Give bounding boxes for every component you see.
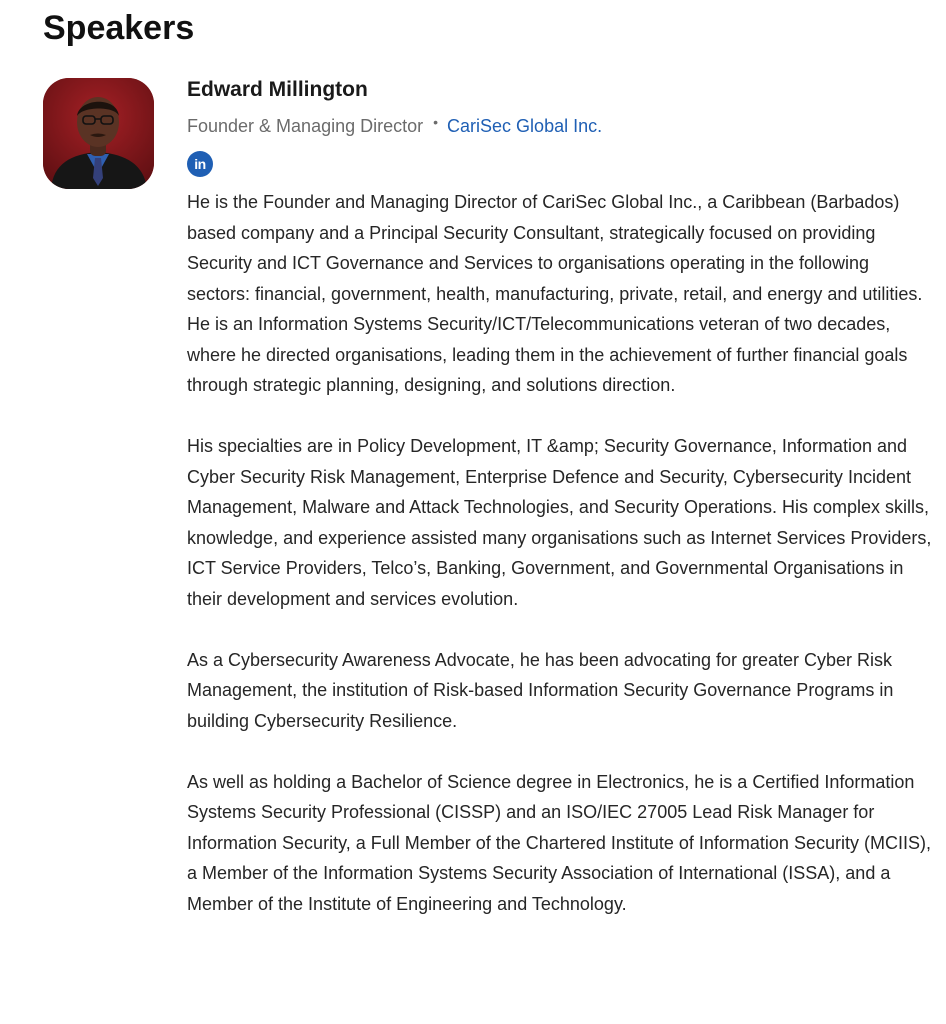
linkedin-label: in (194, 156, 206, 172)
bio-paragraph: He is the Founder and Managing Director of CariSec Global Inc., a Caribbean (Barbados) based company and a Principal Security Consultant, strategically focused on providing Security and ICT Governance and Services to organisations operating in the following sectors: financial, government, health, manufacturing, private, retail, and energy and utilities. He is an Information Systems Security/ICT/Telecommunications veteran of two decades, where he directed organisations, leading them in the achievement of further financial goals through strategic planning, designing, and solutions direction. (187, 192, 923, 395)
speaker-info (187, 78, 932, 950)
bio-paragraph: As a Cybersecurity Awareness Advocate, he has been advocating for greater Cyber Risk Management, the institution of Risk-based Information Security Governance Programs in building Cybersecurity Resilience. (187, 649, 894, 731)
bio-paragraph: His specialties are in Policy Development, IT &amp; Security Governance, Information and Cyber Security Risk Management, Enterprise Defence and Security, Cybersecurity Incident Management, Malware and Attack Technologies, and Security Operations. His complex skills, knowledge, and experience assisted many organisations such as Internet Services Providers, ICT Service Providers, Telco’s, Banking, Government, and Governmental Organisations in their development and services evolution. (187, 436, 932, 609)
meta-separator: • (433, 114, 439, 130)
speaker-meta (187, 115, 932, 138)
bio-paragraph: As well as holding a Bachelor of Science degree in Electronics, he is a Certified Information Systems Security Professional (CISSP) and an ISO/IEC 27005 Lead Risk Manager for Information Security, a Full Member of the Chartered Institute of Information Security (MCIIS), a Member of the Information Systems Security Association of International (ISSA), and a Member of the Institute of Engineering and Technology. (187, 771, 931, 914)
section-title: Speakers (43, 9, 195, 47)
speaker-name: Edward Millington (187, 78, 368, 101)
linkedin-icon[interactable] (187, 151, 213, 177)
speaker-role: Founder & Managing Director (187, 116, 424, 136)
speaker-avatar (43, 78, 154, 189)
company-link[interactable]: CariSec Global Inc. (447, 116, 603, 136)
speaker-bio (187, 187, 932, 919)
